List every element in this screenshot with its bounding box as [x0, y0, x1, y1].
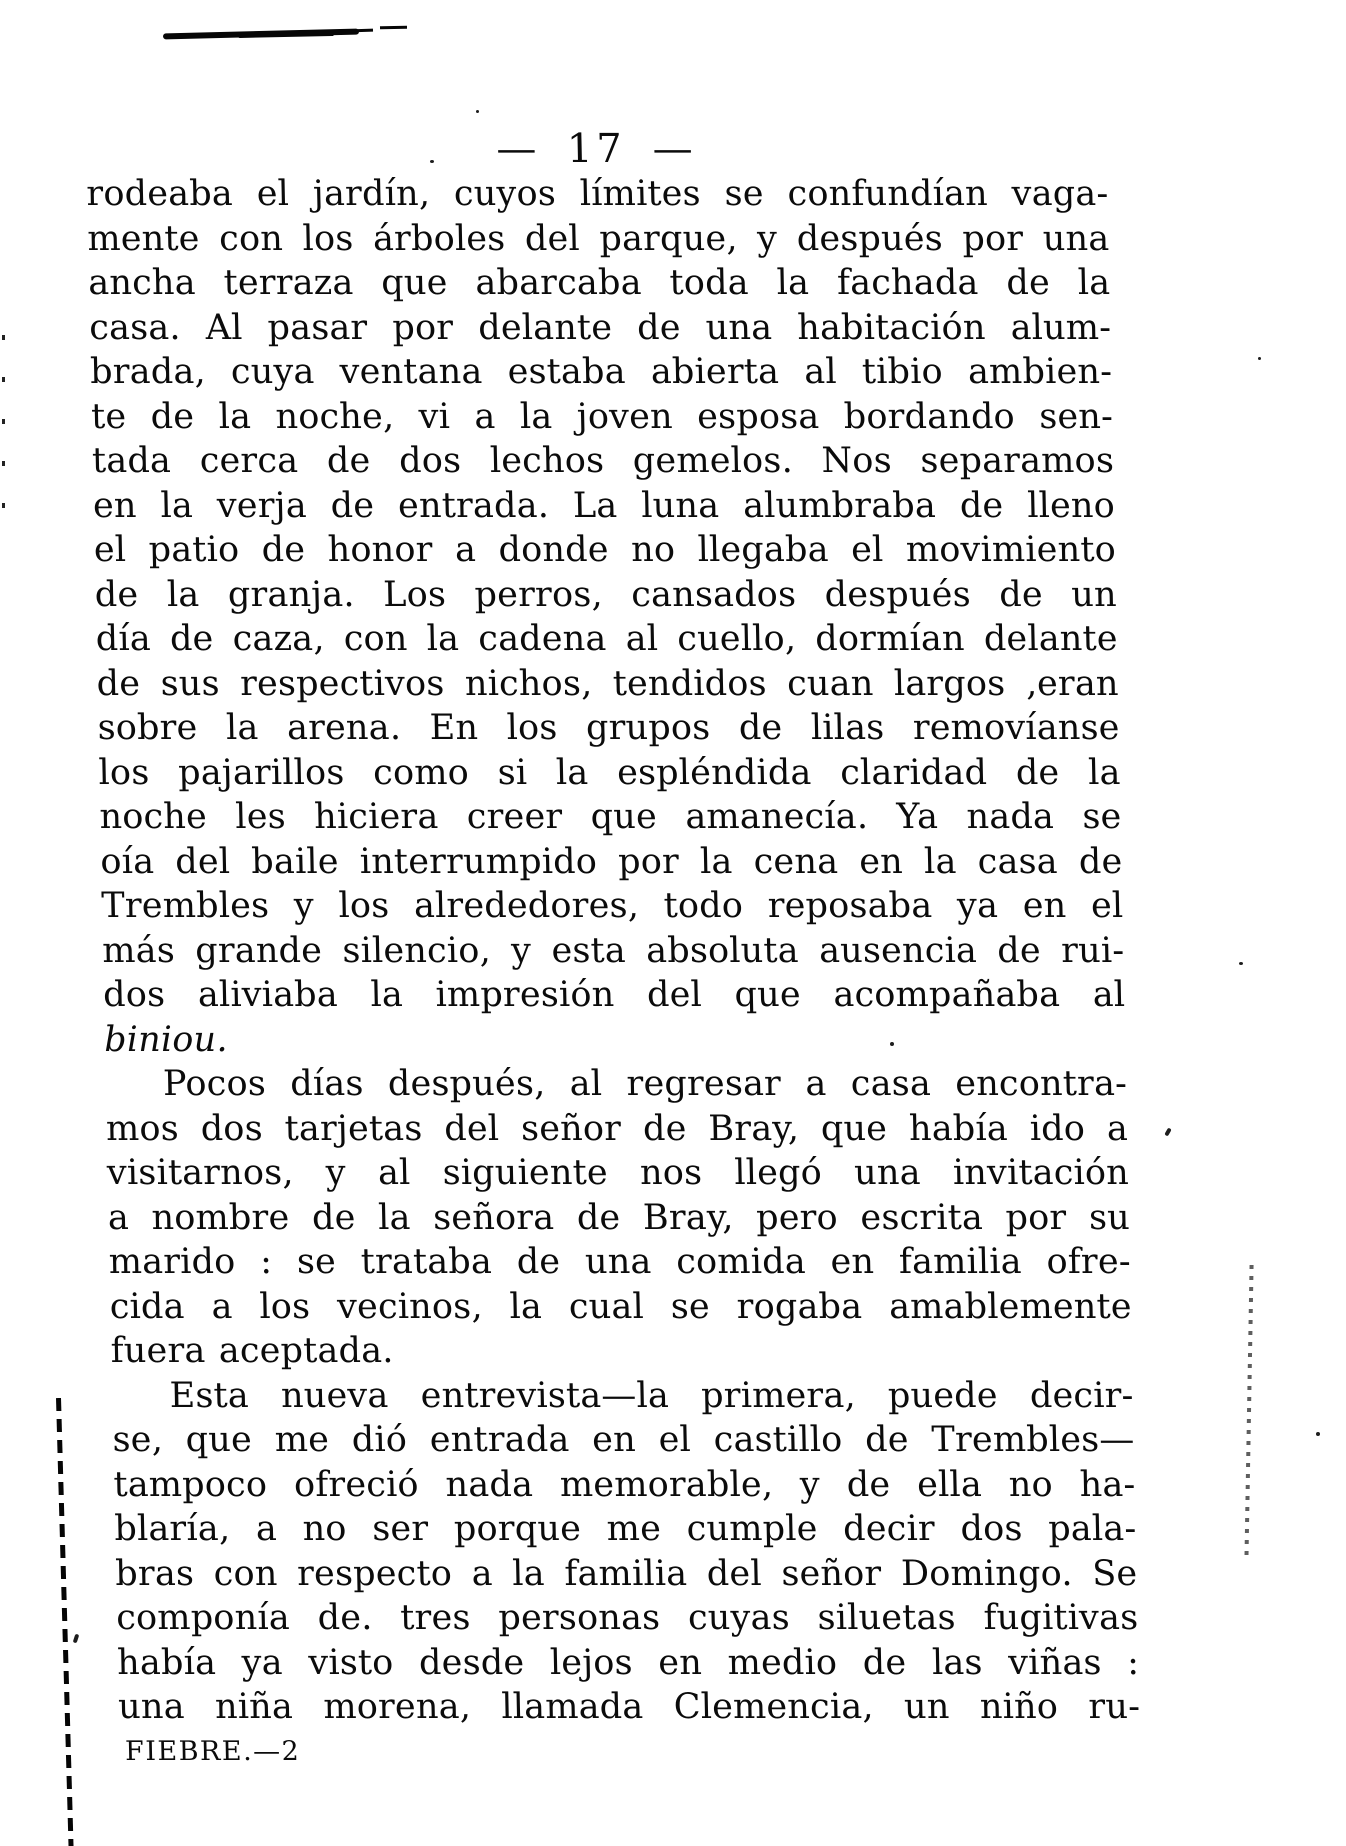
ink-speck — [1258, 357, 1261, 360]
text-line: tampoco ofreció nada memorable, y de ella no ha- — [113, 1464, 1136, 1505]
paragraph-3 — [111, 1374, 1140, 1730]
right-speckle-streak — [1244, 1265, 1253, 1560]
text-line: los pajarillos como si la espléndida claridad de la — [98, 752, 1121, 793]
text-line: cida a los vecinos, la cual se rogaba amablemente — [109, 1286, 1133, 1327]
text-line: casa. Al pasar por delante de una habitación alum- — [88, 307, 1112, 348]
text-line: mos dos tarjetas del señor de Bray, que había ido a — [105, 1108, 1129, 1149]
text-line: se, que me dió entrada en el castillo de Trembles— — [112, 1420, 1135, 1460]
text-line: visitarnos, y al siguiente nos llegó una invitación — [106, 1153, 1130, 1193]
text-line: en la verja de entrada. La luna alumbraba de lleno — [92, 485, 1116, 526]
page-number: — 17 — — [495, 126, 698, 172]
ink-speck — [1164, 1128, 1171, 1137]
text-line: marido : se trataba de una comida en familia ofre- — [108, 1242, 1132, 1282]
ink-speck — [73, 1634, 80, 1644]
text-line: blaría, a no ser porque me cumple decir dos pala- — [113, 1509, 1137, 1549]
text-line: dos aliviaba la impresión del que acompañaba al — [102, 975, 1126, 1015]
text-line: te de la noche, vi a la joven esposa bordando sen- — [90, 396, 1114, 437]
top-smudge-dash — [380, 26, 407, 29]
paragraph-1 — [86, 172, 1127, 1062]
text-line: sobre la arena. En los grupos de lilas removíanse — [97, 708, 1121, 748]
text-line: una niña morena, llamada Clemencia, un niño ru- — [117, 1687, 1141, 1727]
text-line: fuera aceptada. — [110, 1331, 394, 1371]
text-line: noche les hiciera creer que amanecía. Ya nada se — [99, 797, 1122, 837]
top-smudge-dash — [350, 29, 373, 33]
text-line: Esta nueva entrevista—la primera, puede decir- — [169, 1375, 1135, 1416]
text-line: bras con respecto a la familia del señor Domingo. Se — [114, 1553, 1138, 1594]
top-smudge-line-thick — [238, 32, 334, 38]
ink-speck — [476, 110, 479, 113]
text-line: el patio de honor a donde no llegaba el movimiento — [93, 530, 1117, 570]
text-line: de la granja. Los perros, cansados después de un — [94, 574, 1118, 615]
text-line: a nombre de la señora de Bray, pero escrita por su — [107, 1197, 1131, 1238]
text-line: ancha terraza que abarcaba toda la fachada de la — [87, 263, 1111, 303]
signature-mark: FIEBRE.—2 — [124, 1735, 301, 1767]
text-line: Pocos días después, al regresar a casa encontra- — [162, 1064, 1128, 1104]
paragraph-2 — [105, 1062, 1134, 1374]
text-line: de sus respectivos nichos, tendidos cuan largos ‚eran — [96, 663, 1120, 704]
text-line: brada, cuya ventana estaba abierta al tibio ambien- — [89, 352, 1113, 392]
text-line: más grande silencio, y esta absoluta ausencia de rui- — [101, 930, 1125, 971]
left-edge-specks — [2, 335, 5, 535]
text-column — [85, 126, 1142, 1774]
text-line: día de caza, con la cadena al cuello, dormían delante — [95, 619, 1119, 659]
ink-speck — [1239, 962, 1243, 965]
text-line: tada cerca de dos lechos gemelos. Nos separamos — [91, 441, 1115, 481]
text-line-italic-word: biniou. — [103, 1019, 229, 1060]
text-line: rodeaba el jardín, cuyos límites se confundían vaga- — [86, 174, 1109, 214]
text-line: había ya visto desde lejos en medio de las viñas : — [116, 1642, 1140, 1683]
text-line: componía de. tres personas cuyas siluetas fugitivas — [115, 1598, 1139, 1638]
text-line: oía del baile interrumpido por la cena en la casa de — [99, 841, 1123, 882]
ink-speck — [1316, 1432, 1320, 1436]
text-line: mente con los árboles del parque, y después por una — [86, 218, 1110, 259]
gutter-fold-line — [56, 1398, 74, 1846]
text-line: Trembles y los alrededores, todo reposaba ya en el — [100, 886, 1124, 926]
